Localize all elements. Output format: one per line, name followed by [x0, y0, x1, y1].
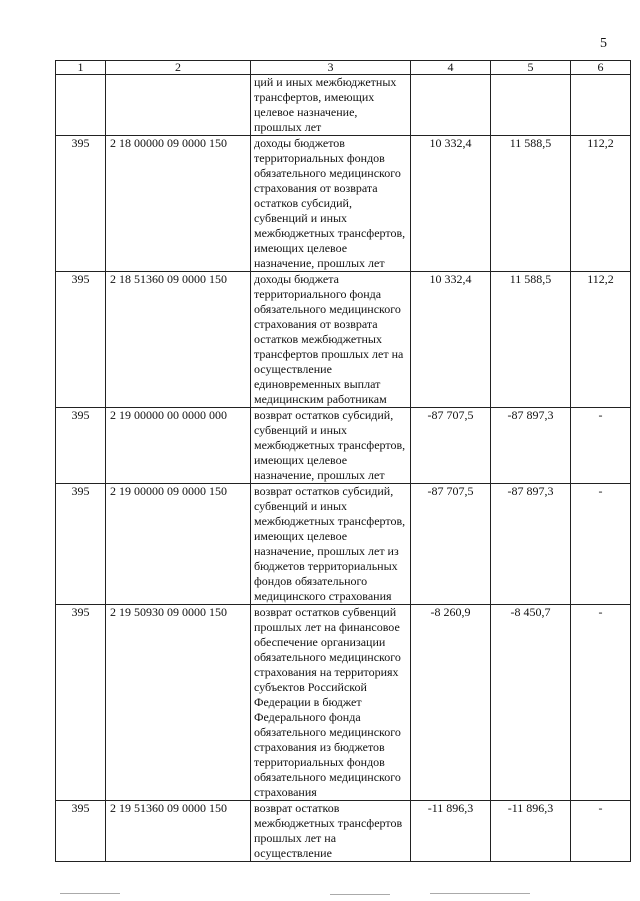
- budget-table: [55, 60, 631, 862]
- value-col5-cell: [491, 75, 571, 136]
- value-col4-cell: -87 707,5: [411, 484, 491, 605]
- value-col4-cell: 10 332,4: [411, 136, 491, 272]
- column-header: 3: [251, 61, 411, 75]
- kbk-cell: 2 18 00000 09 0000 150: [106, 136, 251, 272]
- value-col6-cell: -: [571, 801, 631, 862]
- kbk-cell: 2 19 00000 00 0000 000: [106, 408, 251, 484]
- kbk-cell: 2 18 51360 09 0000 150: [106, 272, 251, 408]
- value-col5-cell: 11 588,5: [491, 272, 571, 408]
- kbk-cell: 2 19 51360 09 0000 150: [106, 801, 251, 862]
- value-col5-cell: -11 896,3: [491, 801, 571, 862]
- description-cell: возврат остатков субсидий, субвенций и иных межбюджетных трансфертов, имеющих целевое назначение, прошлых лет: [251, 408, 411, 484]
- table-row: [56, 136, 631, 272]
- value-col6-cell: [571, 75, 631, 136]
- page-number: 5: [600, 36, 607, 51]
- table-row: [56, 408, 631, 484]
- column-header: 4: [411, 61, 491, 75]
- scan-artifact: [430, 893, 530, 894]
- description-cell: доходы бюджета территориального фонда обязательного медицинского страхования от возврата остатков межбюджетных трансфертов прошлых лет на осуществление единовременных выплат медицинским работникам: [251, 272, 411, 408]
- table-row: [56, 801, 631, 862]
- value-col5-cell: -87 897,3: [491, 484, 571, 605]
- description-cell: ций и иных межбюджетных трансфертов, имеющих целевое назначение, прошлых лет: [251, 75, 411, 136]
- scan-artifact: [330, 894, 390, 895]
- column-header: 6: [571, 61, 631, 75]
- value-col6-cell: 112,2: [571, 272, 631, 408]
- admin-code-cell: 395: [56, 408, 106, 484]
- kbk-cell: 2 19 00000 09 0000 150: [106, 484, 251, 605]
- admin-code-cell: 395: [56, 605, 106, 801]
- table-row: [56, 272, 631, 408]
- admin-code-cell: [56, 75, 106, 136]
- table-row: [56, 605, 631, 801]
- kbk-cell: 2 19 50930 09 0000 150: [106, 605, 251, 801]
- value-col4-cell: -8 260,9: [411, 605, 491, 801]
- table-header-row: [56, 61, 631, 75]
- column-header: 5: [491, 61, 571, 75]
- kbk-cell: [106, 75, 251, 136]
- admin-code-cell: 395: [56, 484, 106, 605]
- table-row: [56, 75, 631, 136]
- admin-code-cell: 395: [56, 272, 106, 408]
- scan-artifact: [60, 893, 120, 894]
- value-col4-cell: -87 707,5: [411, 408, 491, 484]
- value-col6-cell: -: [571, 605, 631, 801]
- description-cell: возврат остатков субсидий, субвенций и иных межбюджетных трансфертов, имеющих целевое назначение, прошлых лет из бюджетов территориальных фондов обязательного медицинского страхования: [251, 484, 411, 605]
- value-col4-cell: [411, 75, 491, 136]
- value-col6-cell: 112,2: [571, 136, 631, 272]
- value-col5-cell: 11 588,5: [491, 136, 571, 272]
- value-col4-cell: -11 896,3: [411, 801, 491, 862]
- description-cell: доходы бюджетов территориальных фондов обязательного медицинского страхования от возврата остатков субсидий, субвенций и иных межбюджетных трансфертов, имеющих целевое назначение, прошлых лет: [251, 136, 411, 272]
- description-cell: возврат остатков субвенций прошлых лет на финансовое обеспечение организации обязательного медицинского страхования на территориях субъектов Российской Федерации в бюджет Федерального фонда обязательного медицинского страхования из бюджетов территориальных фондов обязательного медицинского страхования: [251, 605, 411, 801]
- description-cell: возврат остатков межбюджетных трансфертов прошлых лет на осуществление: [251, 801, 411, 862]
- value-col5-cell: -8 450,7: [491, 605, 571, 801]
- value-col6-cell: -: [571, 408, 631, 484]
- admin-code-cell: 395: [56, 801, 106, 862]
- column-header: 2: [106, 61, 251, 75]
- value-col4-cell: 10 332,4: [411, 272, 491, 408]
- table-row: [56, 484, 631, 605]
- value-col5-cell: -87 897,3: [491, 408, 571, 484]
- column-header: 1: [56, 61, 106, 75]
- value-col6-cell: -: [571, 484, 631, 605]
- admin-code-cell: 395: [56, 136, 106, 272]
